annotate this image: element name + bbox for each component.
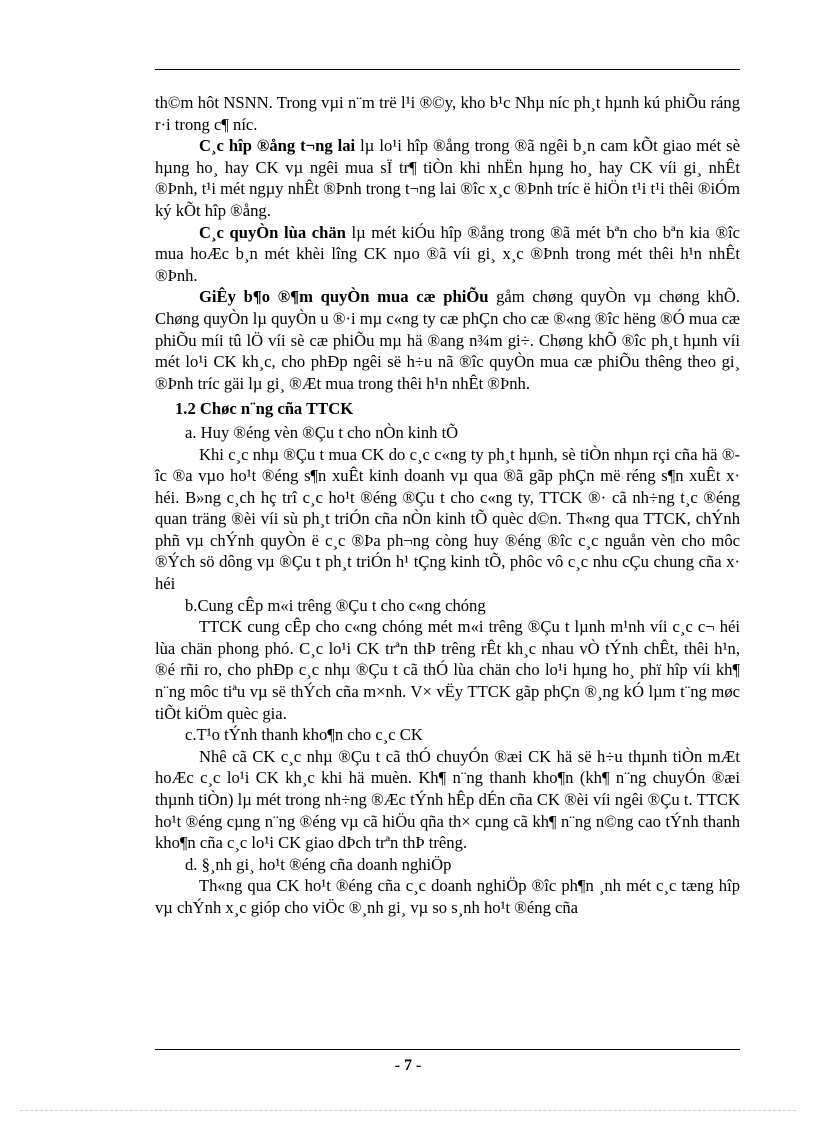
document-body: [155, 92, 740, 919]
paragraph-a: Khi c¸c nhµ ®Çu t mua CK do c¸c c«ng ty ph¸t hµnh, sè tiÒn nhµn rçi cña hä ®îc ®a vµo ho¹t ®éng s¶n xuÊt kinh doanh vµ qua ®ã gãp phÇn më réng s¶n xuÊt x· héi. B»ng c¸ch hç trî c¸c ho¹t ®éng ®Çu t cho c«ng ty, TTCK ®· cã nh÷ng t¸c ®éng quan träng ®èi víi sù ph¸t triÓn cña nÒn kinh tÕ quèc d©n. Th«ng qua TTCK, chÝnh phñ vµ chÝnh quyÒn ë c¸c ®Þa ph¬ng còng huy ®éng ®îc c¸c nguån vèn cho môc ®Ých sö dông vµ ®Çu t ph¸t triÓn h¹ tÇng kinh tÕ, phôc vô c¸c nhu cÇu chung cña x· héi: [155, 444, 740, 594]
page-edge-divider: [20, 1110, 796, 1111]
paragraph-text: lµ mét kiÓu hîp ®ång trong ®ã mét bªn cho bªn kia ®îc mua hoÆc b¸n mét khèi lîng CK nµo ®ã víi gi¸ x¸c ®Þnh trong mét thêi h¹n nhÊt ®Þnh.: [155, 222, 741, 285]
page-number: - 7 -: [394, 1057, 422, 1074]
paragraph-continued: th©m hôt NSNN. Trong vµi n¨m trë l¹i ®©y, kho b¹c Nhµ níc ph¸t hµnh kú phiÕu ráng r·i trong c¶ níc.: [155, 93, 740, 134]
term-warrants: GiÊy b¶o ®¶m quyÒn mua cæ phiÕu: [199, 287, 489, 307]
paragraph-b: TTCK cung cÊp cho c«ng chóng mét m«i trêng ®Çu t lµnh m¹nh víi c¸c c¬ héi lùa chän phong phó. C¸c lo¹i CK trªn thÞ trêng rÊt kh¸c nhau vÒ tÝnh chÊt, thêi h¹n, ®é rñi ro, cho phÐp c¸c nhµ ®Çu t cã thÓ lùa chän cho lo¹i hµng ho¸ phï hîp víi kh¶ n¨ng môc tiªu vµ së thÝch cña m×nh. V× vËy TTCK gãp phÇn ®¸ng kÓ lµm t¨ng møc tiÕt kiÖm quèc gia.: [155, 617, 740, 723]
paragraph-warrants: [155, 286, 740, 394]
term-futures: C¸c hîp ®ång t¬ng lai: [199, 136, 356, 156]
footer-rule: [155, 1049, 740, 1050]
paragraph-options: [155, 222, 740, 287]
paragraph-d: Th«ng qua CK ho¹t ®éng cña c¸c doanh nghiÖp ®îc ph¶n ¸nh mét c¸c tæng hîp vµ chÝnh x¸c gióp cho viÖc ®¸nh gi¸ vµ so s¸nh ho¹t ®éng cña: [155, 876, 740, 917]
paragraph-futures: [155, 135, 740, 221]
paragraph-text: lµ lo¹i hîp ®ång trong ®ã ngêi b¸n cam kÕt giao mét sè hµng ho¸ hay CK vµ ngêi mua sÏ tr¶ tiÒn khi nhËn hµng ho¸ hay CK víi gi¸ nhÊt ®Þnh, t¹i mét ngµy nhÊt ®Þnh trong t¬ng lai ®îc x¸c ®Þnh tríc ë hiÖn t¹i t¹i thêi ®iÓm ký kÕt hîp ®ång.: [155, 136, 741, 220]
section-heading: 1.2 Chøc n¨ng cña TTCK: [175, 399, 354, 419]
header-rule: [155, 69, 740, 70]
paragraph-c: Nhê cã CK c¸c nhµ ®Çu t cã thÓ chuyÓn ®æi CK hä së h÷u thµnh tiÒn mÆt hoÆc c¸c lo¹i CK kh¸c khi hä muèn. Kh¶ n¨ng thanh kho¶n (kh¶ n¨ng chuyÓn ®æi thµnh tiÒn) lµ mét trong nh÷ng ®Æc tÝnh hÊp dÉn cña CK ®èi víi ngêi ®Çu t. TTCK ho¹t ®éng cµng n¨ng ®éng vµ cã hiÖu qña th× cµng cã kh¶ n¨ng n©ng cao tÝnh thanh kho¶n cña c¸c lo¹i CK giao dÞch trªn thÞ trêng.: [155, 746, 740, 853]
term-options: C¸c quyÒn lùa chän: [199, 222, 346, 242]
subheading-c: c.T¹o tÝnh thanh kho¶n cho c¸c CK: [185, 725, 423, 745]
subheading-b: b.Cung cÊp m«i trêng ®Çu t cho c«ng chóng: [185, 595, 486, 615]
subheading-a: a. Huy ®éng vèn ®Çu t cho nÒn kinh tÕ: [185, 422, 459, 442]
paragraph-text: gåm chøng quyÒn vµ chøng khÕ. Chøng quyÒn lµ quyÒn u ®·i mµ c«ng ty cæ phÇn cho cæ ®«ng ®îc hëng ®Ó mua cæ phiÕu míi tû lÖ víi sè cæ phiÕu mµ hä ®ang n¾m gi÷. Chøng khÕ ®îc ph¸t hµnh víi mét lo¹i CK kh¸c, cho phÐp ngêi së h÷u nã ®îc quyÒn mua cæ phiÕu thêng theo gi¸ ®Þnh tríc gäi lµ gi¸ ®Æt mua trong thêi h¹n nhÊt ®Þnh.: [155, 287, 740, 393]
subheading-d: d. §¸nh gi¸ ho¹t ®éng cña doanh nghiÖp: [185, 854, 452, 874]
